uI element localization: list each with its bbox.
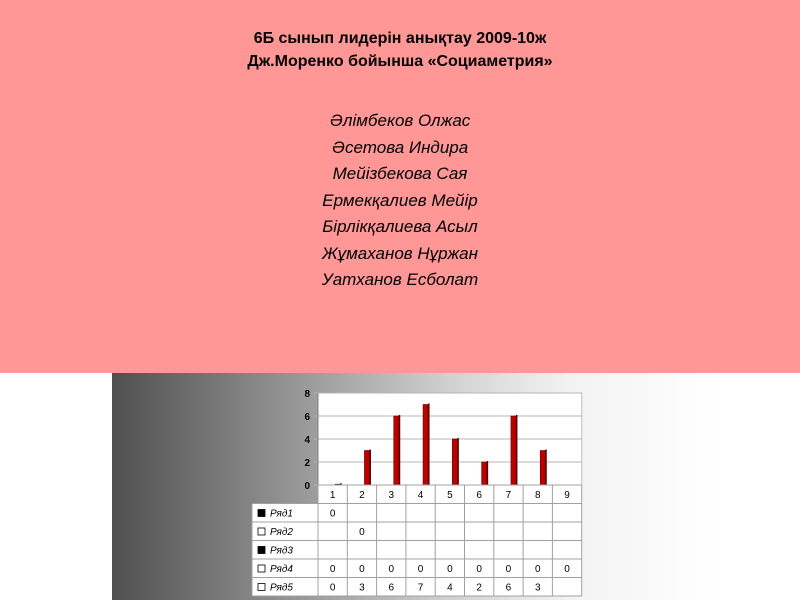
legend-label: Ряд3 <box>270 545 293 557</box>
data-label: 3 <box>534 582 541 594</box>
chart-panel <box>112 373 720 600</box>
bar <box>452 439 457 485</box>
data-label: 6 <box>505 582 512 594</box>
x-tick-label: 4 <box>417 490 424 501</box>
bar <box>423 405 428 486</box>
bar <box>364 451 369 486</box>
data-label: 6 <box>388 582 395 594</box>
data-label: 3 <box>359 582 365 594</box>
x-tick-label: 1 <box>329 490 336 501</box>
legend-marker <box>258 528 265 535</box>
data-label: 0 <box>329 582 336 594</box>
bar-side <box>487 461 489 485</box>
leader-name: Жұмаханов Нұржан <box>322 243 478 263</box>
x-tick-label: 9 <box>564 490 570 501</box>
y-tick-label: 0 <box>304 481 310 492</box>
bar <box>511 416 516 485</box>
bar-side <box>428 404 430 486</box>
x-tick-label: 6 <box>476 490 482 501</box>
data-label: 4 <box>447 582 453 594</box>
data-label: 0 <box>564 564 570 575</box>
bar <box>394 416 399 485</box>
data-label: 0 <box>534 564 541 575</box>
data-label: 7 <box>417 582 424 594</box>
leader-name: Ермекқалиев Мейір <box>322 190 478 210</box>
legend-marker <box>258 547 265 554</box>
bar-chart <box>112 373 720 600</box>
bar <box>482 462 487 485</box>
leader-names-list <box>0 108 800 294</box>
data-label: 0 <box>505 564 512 575</box>
legend-label: Ряд1 <box>270 508 293 520</box>
data-label: 0 <box>447 564 453 575</box>
leader-name: Әсетова Индира <box>331 137 469 157</box>
leader-name: Әлімбеков Олжас <box>329 111 471 130</box>
legend-label: Ряд4 <box>270 564 293 575</box>
data-label: 0 <box>359 564 365 575</box>
data-label: 0 <box>329 508 336 520</box>
y-tick-label: 8 <box>304 389 310 400</box>
slide-subtitle: Дж.Моренко бойынша «Социаметрия» <box>247 53 553 70</box>
bar-side <box>369 450 371 486</box>
x-tick-label: 2 <box>359 490 365 501</box>
bar-side <box>516 415 518 485</box>
x-tick-label: 8 <box>534 490 541 501</box>
leader-name: Мейізбекова Сая <box>332 164 468 183</box>
data-label: 0 <box>359 527 365 538</box>
bar <box>540 451 545 486</box>
leader-name: Уатханов Есболат <box>321 270 479 289</box>
x-tick-label: 3 <box>388 490 395 501</box>
x-tick-label: 5 <box>447 490 453 501</box>
data-label: 0 <box>417 564 424 575</box>
slide-title: 6Б сынып лидерін анықтау 2009-10ж <box>253 30 547 47</box>
data-label: 0 <box>329 564 336 575</box>
legend-marker <box>258 510 265 517</box>
legend-marker <box>258 584 265 591</box>
data-label: 0 <box>476 564 482 575</box>
legend-marker <box>258 565 265 572</box>
data-label: 2 <box>476 582 482 594</box>
bar-side <box>545 450 547 486</box>
legend-label: Ряд2 <box>270 527 293 538</box>
y-tick-label: 4 <box>304 435 310 446</box>
bar-side <box>399 415 401 485</box>
y-tick-label: 6 <box>304 412 310 423</box>
x-tick-label: 7 <box>505 490 512 501</box>
bar-side <box>457 438 459 485</box>
data-label: 0 <box>388 564 395 575</box>
legend-label: Ряд5 <box>270 582 293 594</box>
y-tick-label: 2 <box>304 458 310 469</box>
leader-name: Бірлікқалиева Асыл <box>322 217 478 236</box>
